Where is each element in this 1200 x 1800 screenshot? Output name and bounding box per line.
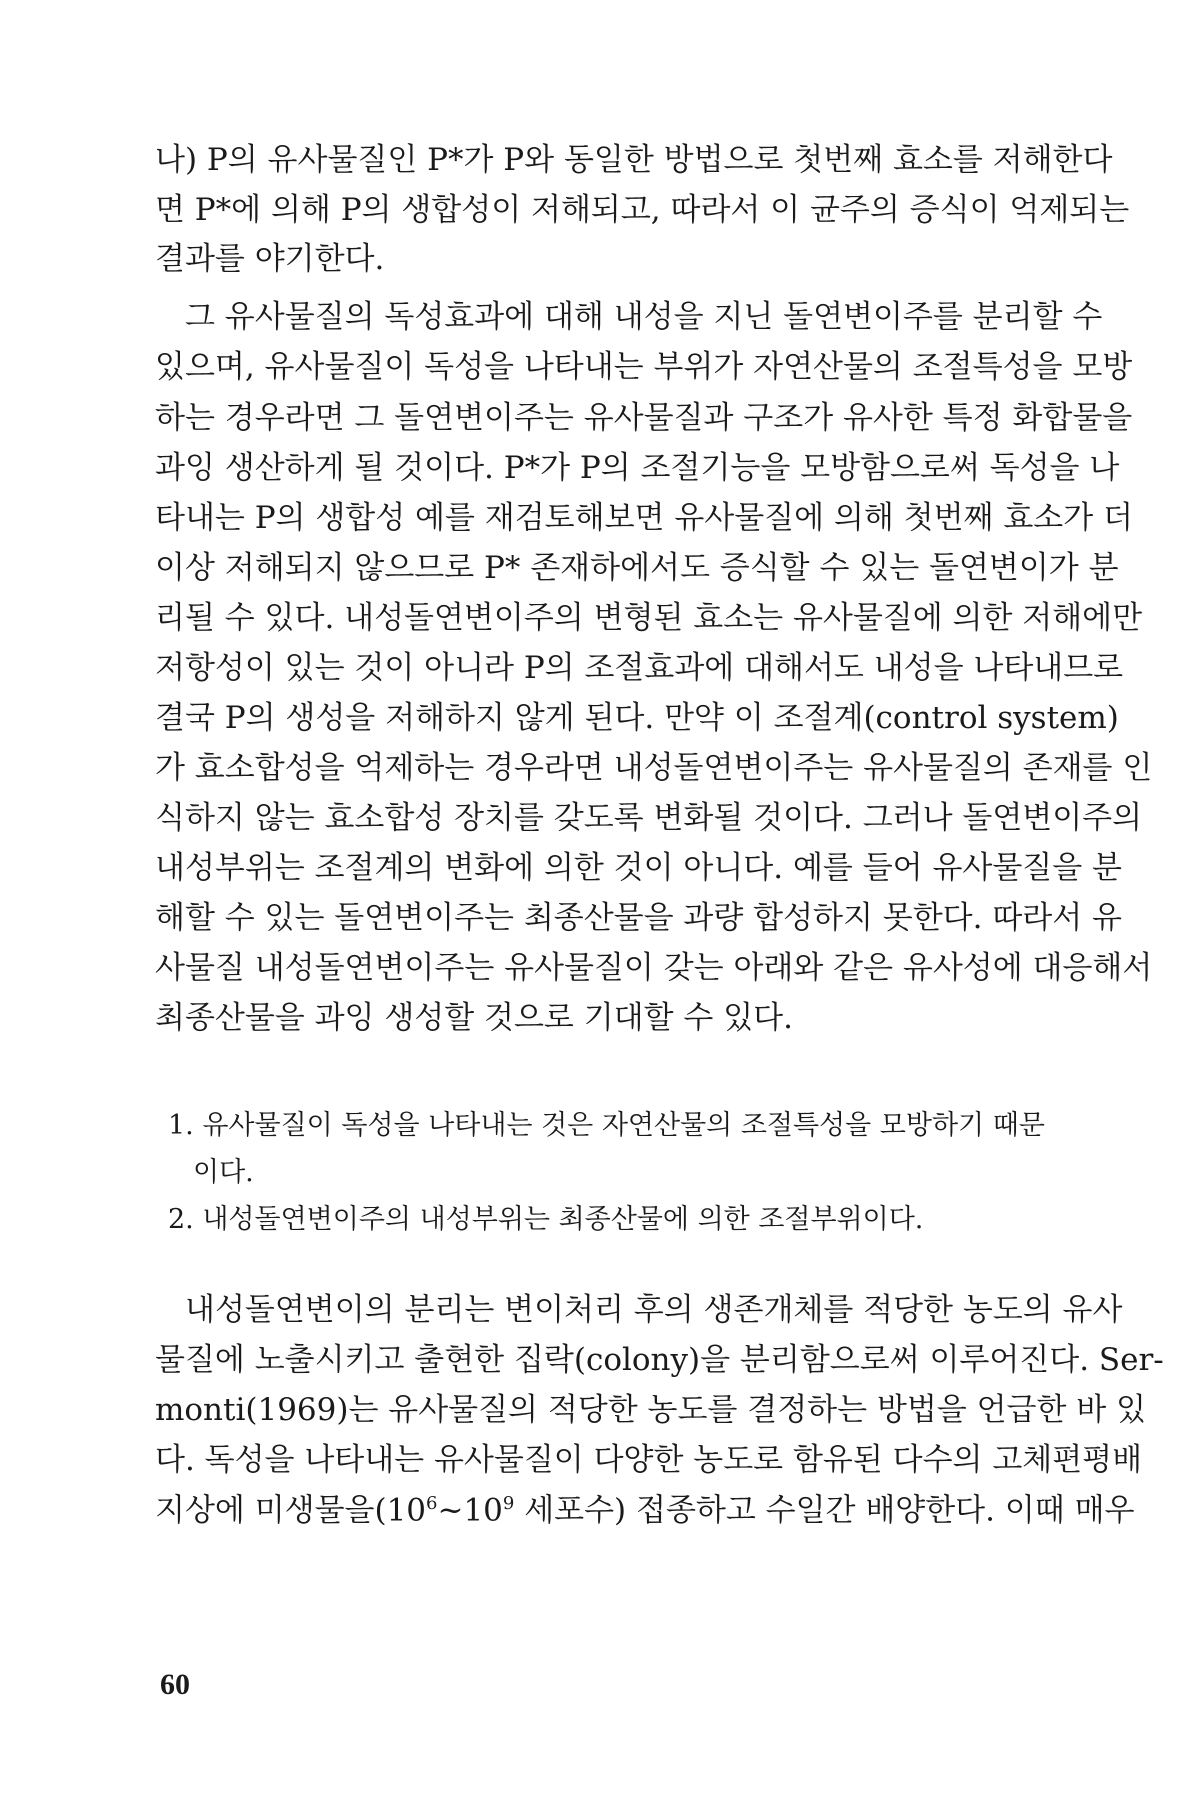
para2-line-7: 리될 수 있다. 내성돌연변이주의 변형된 효소는 유사물질에 의한 저해에만: [155, 600, 1143, 636]
para3-line-5-end: 세포수) 접종하고 수일간 배양한다. 이때 매우: [514, 1492, 1135, 1529]
para2-line-9: 결국 P의 생성을 저해하지 않게 된다. 만약 이 조절계(control system): [155, 700, 1119, 736]
para2-line-4: 과잉 생산하게 될 것이다. P*가 P의 조절기능을 모방함으로써 독성을 나: [155, 450, 1120, 486]
para2-line-10: 가 효소합성을 억제하는 경우라면 내성돌연변이주는 유사물질의 존재를 인: [155, 750, 1153, 786]
para2-line-15: 최종산물을 과잉 생성할 것으로 기대할 수 있다.: [155, 1000, 793, 1036]
para3-line-5-start: 지상에 미생물을(10: [155, 1492, 427, 1529]
para2-line-12: 내성부위는 조절계의 변화에 의한 것이 아니다. 예를 들어 유사물질을 분: [155, 850, 1122, 886]
page-number: 60: [160, 1668, 190, 1701]
para3-line-5: [155, 1492, 1135, 1529]
para2-line-6: 이상 저해되지 않으므로 P* 존재하에서도 증식할 수 있는 돌연변이가 분: [155, 550, 1119, 586]
list-item-2: 2. 내성돌연변이주의 내성부위는 최종산물에 의한 조절부위이다.: [168, 1204, 924, 1235]
para2-line-3: 하는 경우라면 그 돌연변이주는 유사물질과 구조가 유사한 특정 화합물을: [155, 400, 1133, 436]
para3-line-3: monti(1969)는 유사물질의 적당한 농도를 결정하는 방법을 언급한 바 있: [155, 1392, 1147, 1428]
para2-line-1: 그 유사물질의 독성효과에 대해 내성을 지닌 돌연변이주를 분리할 수: [185, 299, 1103, 335]
para3-line-2: 물질에 노출시키고 출현한 집락(colony)을 분리함으로써 이루어진다. Ser-: [155, 1342, 1164, 1378]
list-item-1: 1. 유사물질이 독성을 나타내는 것은 자연산물의 조절특성을 모방하기 때문: [168, 1110, 1045, 1141]
para2-line-5: 타내는 P의 생합성 예를 재검토해보면 유사물질에 의해 첫번째 효소가 더: [155, 500, 1133, 536]
para1-line-1: 나) P의 유사물질인 P*가 P와 동일한 방법으로 첫번째 효소를 저해한다: [155, 142, 1113, 178]
para2-line-14: 사물질 내성돌연변이주는 유사물질이 갖는 아래와 같은 유사성에 대응해서: [155, 950, 1153, 986]
para3-line-4: 다. 독성을 나타내는 유사물질이 다양한 농도로 함유된 다수의 고체편평배: [155, 1442, 1143, 1478]
superscript-9: 9: [502, 1493, 515, 1514]
superscript-6: 6: [426, 1493, 438, 1514]
para2-line-13: 해할 수 있는 돌연변이주는 최종산물을 과량 합성하지 못한다. 따라서 유: [155, 900, 1122, 936]
para3-line-5-middle: ~10: [437, 1492, 503, 1529]
para2-line-11: 식하지 않는 효소합성 장치를 갖도록 변화될 것이다. 그러나 돌연변이주의: [155, 800, 1143, 836]
list-item-1-continuation: 이다.: [193, 1157, 254, 1188]
para3-line-1: 내성돌연변이의 분리는 변이처리 후의 생존개체를 적당한 농도의 유사: [185, 1292, 1123, 1328]
para2-line-2: 있으며, 유사물질이 독성을 나타내는 부위가 자연산물의 조절특성을 모방: [155, 349, 1133, 385]
para2-line-8: 저항성이 있는 것이 아니라 P의 조절효과에 대해서도 내성을 나타내므로: [155, 650, 1124, 686]
para1-line-2: 면 P*에 의해 P의 생합성이 저해되고, 따라서 이 균주의 증식이 억제되는: [155, 192, 1130, 228]
para1-line-3: 결과를 야기한다.: [155, 241, 385, 277]
